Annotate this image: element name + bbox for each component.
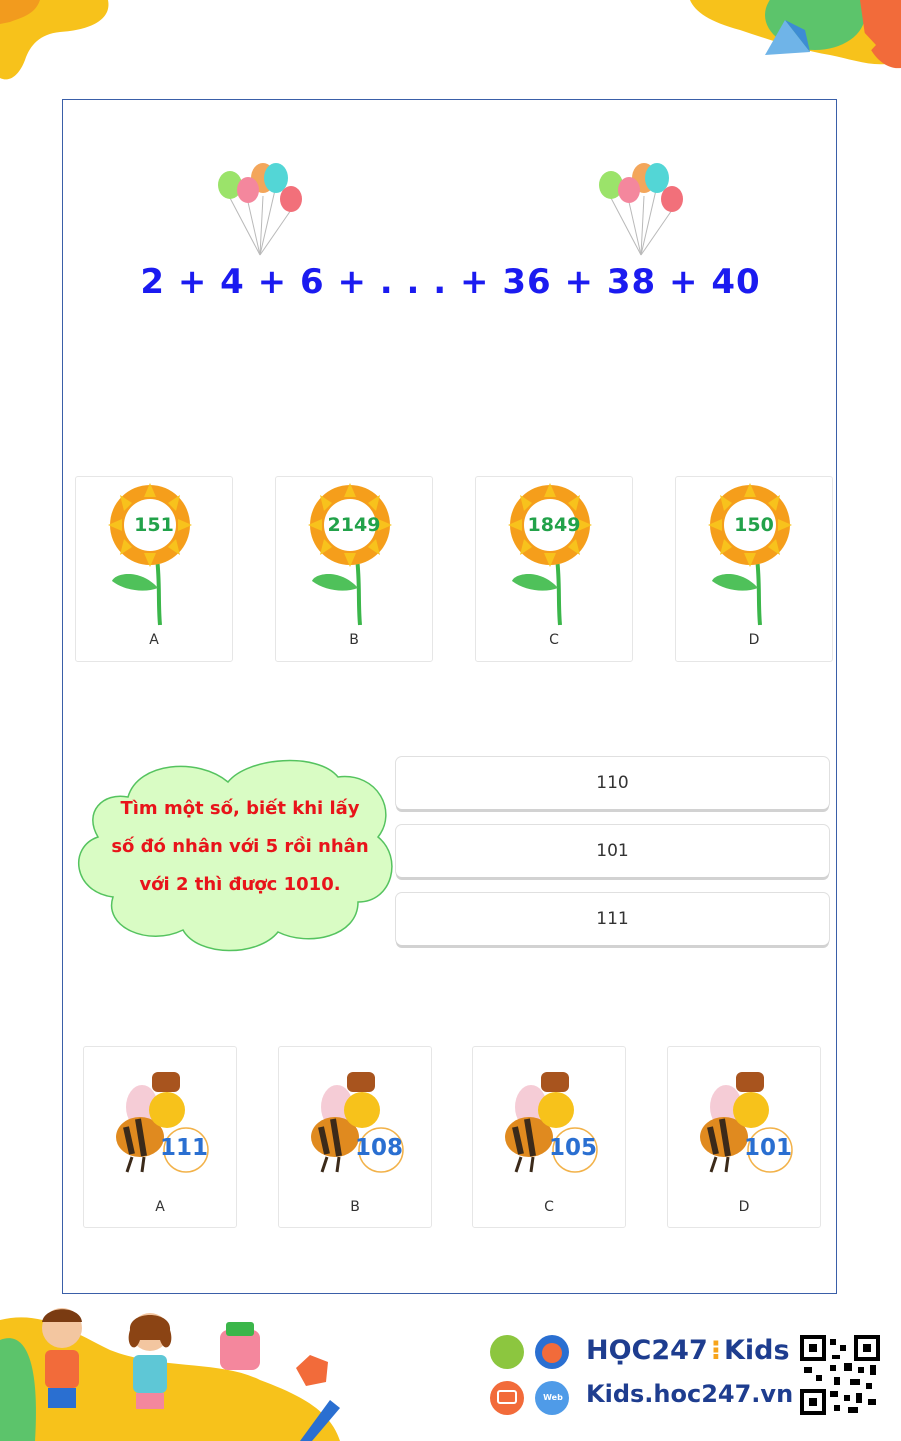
bee-icon bbox=[307, 1072, 407, 1177]
bee-option-a[interactable] bbox=[83, 1046, 237, 1228]
qr-code-icon bbox=[800, 1335, 880, 1415]
bee-icon bbox=[112, 1072, 212, 1177]
option-letter: D bbox=[748, 632, 760, 648]
option-letter: B bbox=[350, 1199, 360, 1215]
option-letter: C bbox=[549, 632, 559, 648]
corner-decoration-top-left bbox=[0, 0, 120, 90]
balloons-right-icon bbox=[596, 160, 688, 260]
flower-option-c[interactable] bbox=[475, 476, 633, 662]
brand-logo-separator: ⁝ bbox=[710, 1335, 721, 1366]
web-badge: Web bbox=[543, 1393, 563, 1402]
corner-decoration-top-right bbox=[680, 0, 901, 72]
sum-expression: 2 + 4 + 6 + . . . + 36 + 38 + 40 bbox=[140, 262, 761, 302]
bee-number: 111 bbox=[159, 1135, 208, 1161]
footer-url[interactable]: Kids.hoc247.vn bbox=[586, 1380, 794, 1408]
flower-option-d[interactable] bbox=[675, 476, 833, 662]
brand-logo bbox=[586, 1335, 790, 1366]
brand-logo-hoc: HỌC247 bbox=[586, 1335, 708, 1366]
brand-logo-kids: Kids bbox=[724, 1335, 790, 1366]
flower-number: 2149 bbox=[327, 514, 381, 536]
bee-number: 108 bbox=[354, 1135, 403, 1161]
answer-button-3[interactable]: 111 bbox=[396, 893, 829, 945]
option-letter: D bbox=[738, 1199, 750, 1215]
flower-option-a[interactable] bbox=[75, 476, 233, 662]
sunflower-icon bbox=[100, 483, 210, 628]
answer-button-2[interactable]: 101 bbox=[396, 825, 829, 877]
option-letter: C bbox=[544, 1199, 554, 1215]
question-prompt-line: số đó nhân với 5 rồi nhân bbox=[111, 836, 369, 857]
sunflower-icon bbox=[300, 483, 410, 628]
question-prompt bbox=[95, 790, 385, 904]
bee-icon bbox=[696, 1072, 796, 1177]
flower-number: 151 bbox=[134, 514, 174, 536]
bee-option-d[interactable] bbox=[667, 1046, 821, 1228]
option-letter: A bbox=[155, 1199, 165, 1215]
sunflower-icon bbox=[700, 483, 810, 628]
balloons-left-icon bbox=[215, 160, 307, 260]
flower-number: 150 bbox=[734, 514, 774, 536]
flower-option-b[interactable] bbox=[275, 476, 433, 662]
bee-icon bbox=[501, 1072, 601, 1177]
option-letter: A bbox=[149, 632, 159, 648]
bee-number: 105 bbox=[548, 1135, 597, 1161]
question-prompt-line: Tìm một số, biết khi lấy bbox=[120, 798, 360, 819]
flower-number: 1849 bbox=[527, 514, 581, 536]
platform-icons bbox=[489, 1334, 573, 1420]
bee-option-c[interactable] bbox=[472, 1046, 626, 1228]
bee-number: 101 bbox=[743, 1135, 792, 1161]
sunflower-icon bbox=[500, 483, 610, 628]
bee-option-b[interactable] bbox=[278, 1046, 432, 1228]
option-letter: B bbox=[349, 632, 359, 648]
question-prompt-line: với 2 thì được 1010. bbox=[139, 874, 341, 895]
answer-button-1[interactable]: 110 bbox=[396, 757, 829, 809]
footer-kids-illustration bbox=[0, 1300, 360, 1441]
